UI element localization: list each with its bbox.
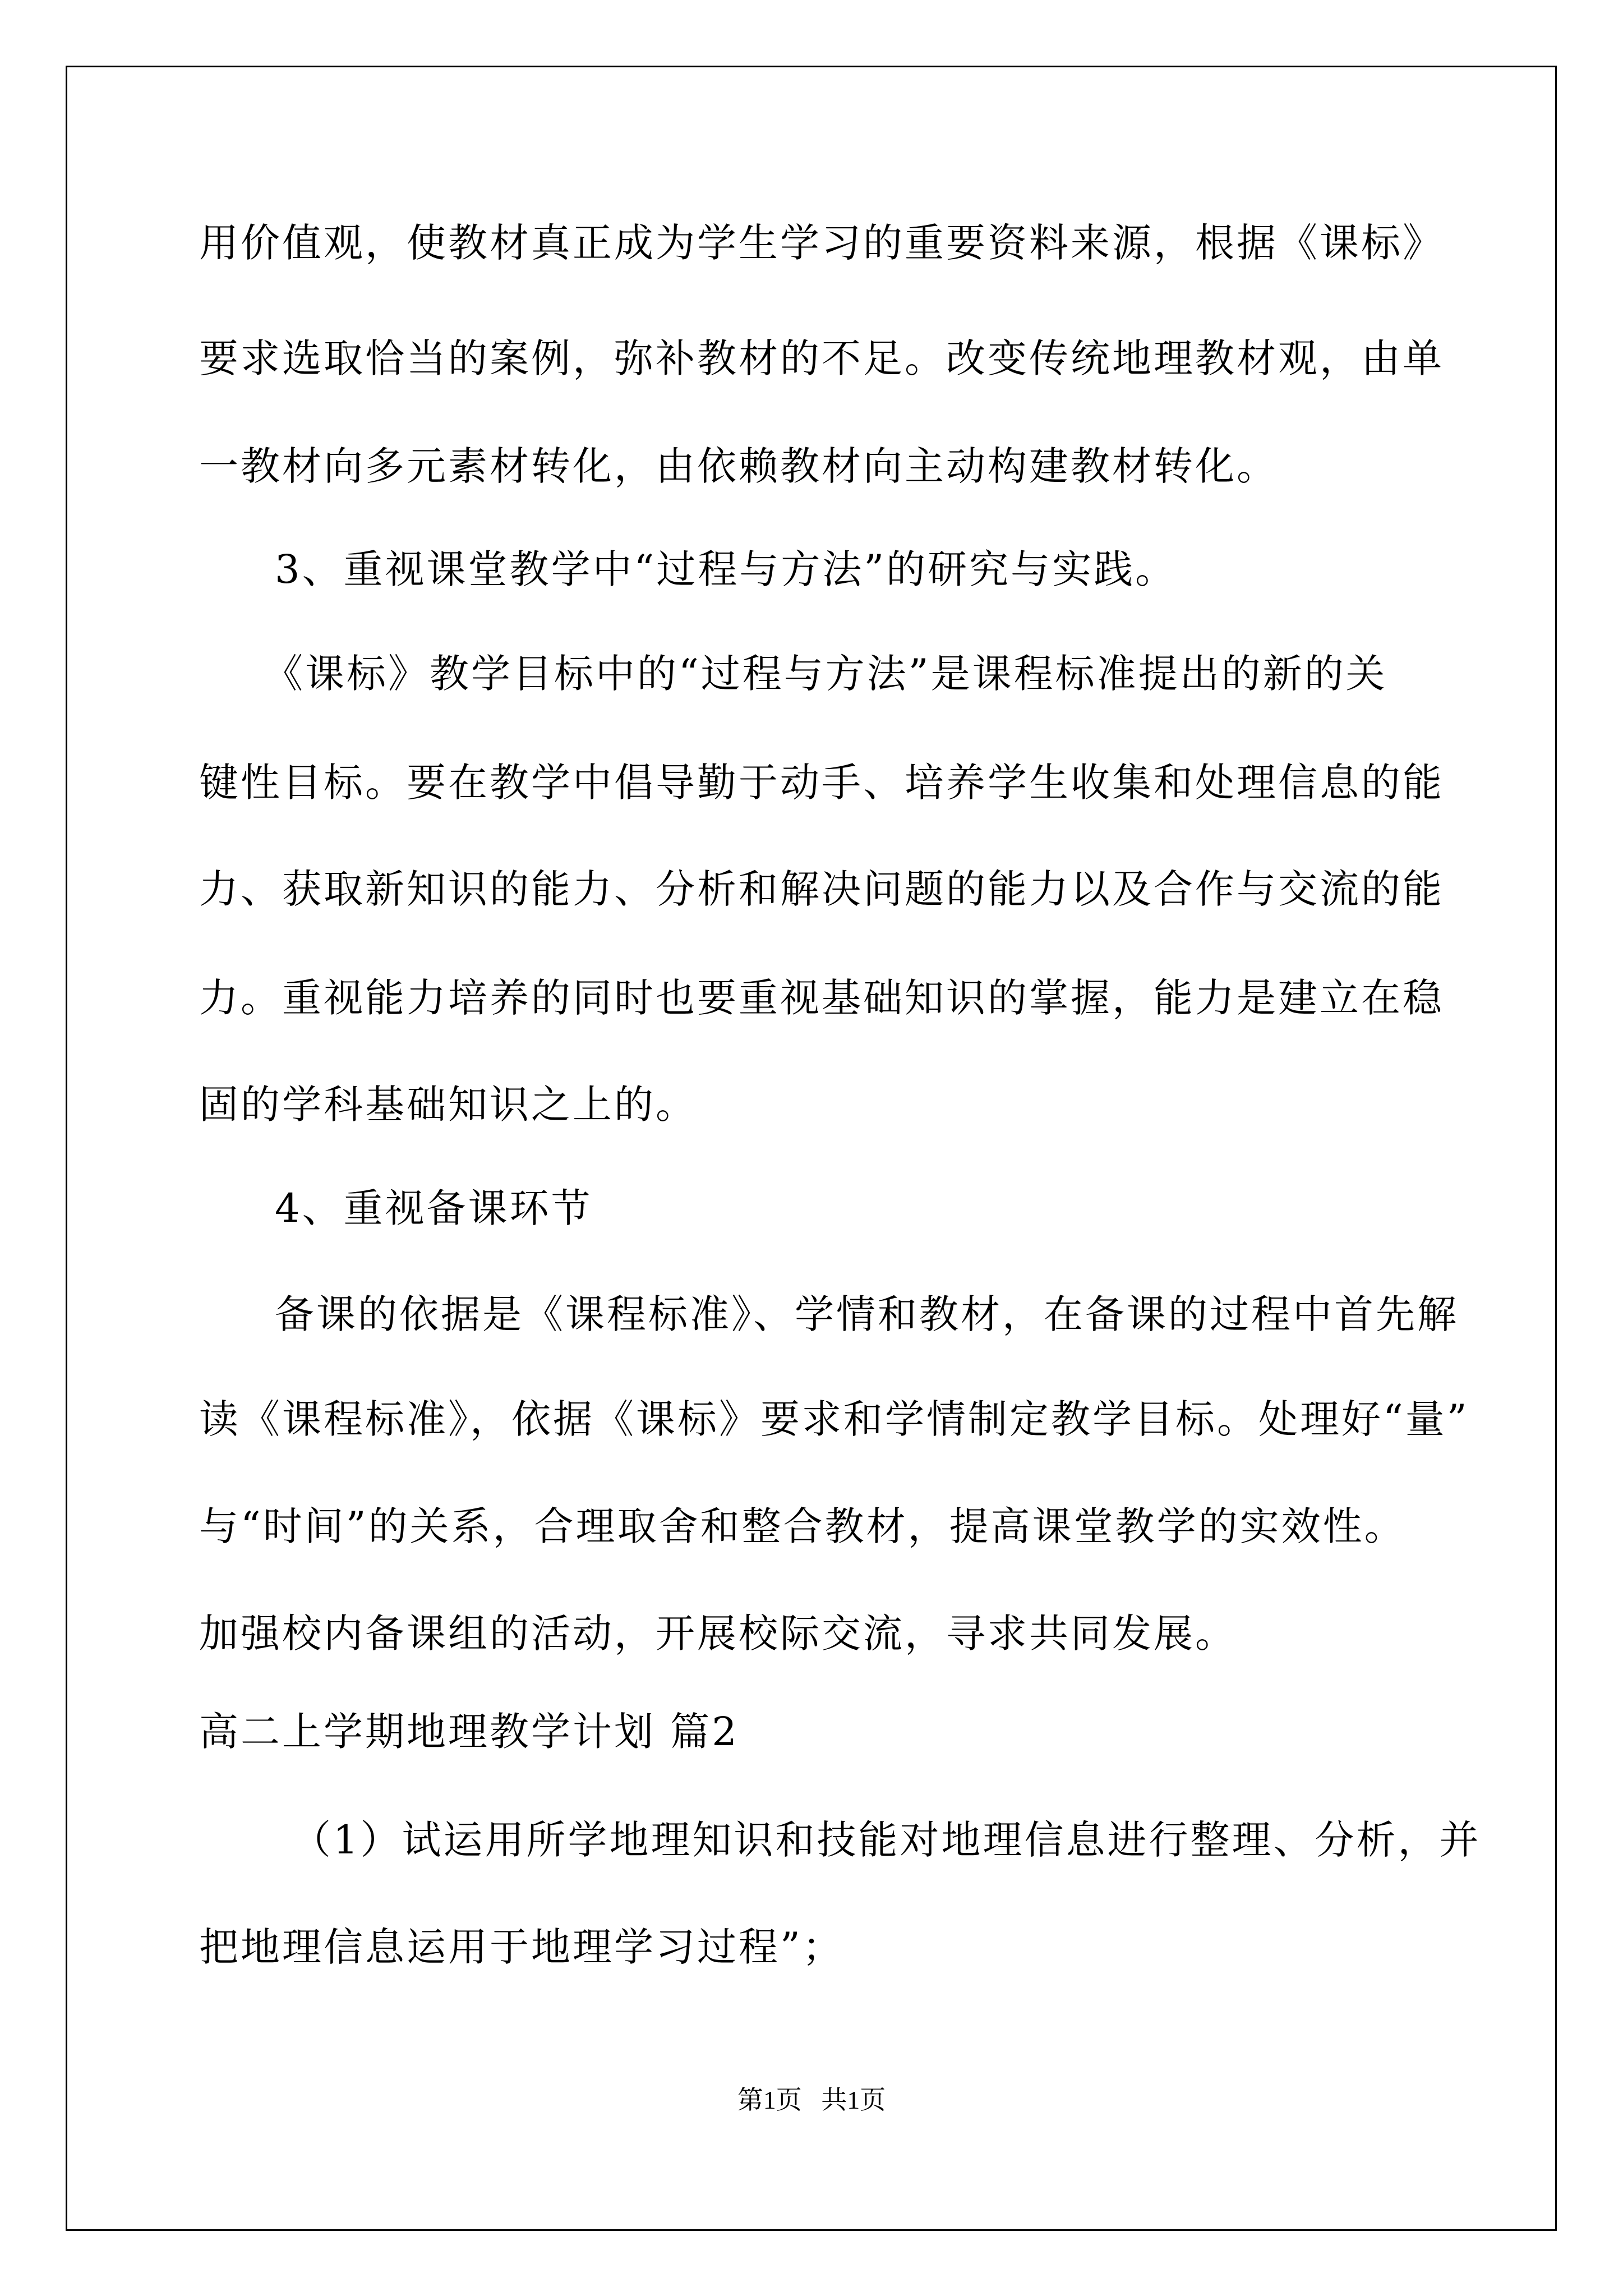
paragraph-line: 要求选取恰当的案例，弥补教材的不足。改变传统地理教材观，由单: [199, 335, 1444, 381]
paragraph-line: 备课的依据是《课程标准》、学情和教材，在备课的过程中首先解: [275, 1291, 1459, 1337]
paragraph-line: 加强校内备课组的活动，开展校际交流，寻求共同发展。: [199, 1611, 1237, 1657]
page-border: [66, 66, 1557, 2231]
section-heading-4: 4、重视备课环节: [275, 1185, 593, 1231]
paragraph-line: （1）试运用所学地理知识和技能对地理信息进行整理、分析，并: [292, 1817, 1481, 1863]
paragraph-line: 固的学科基础知识之上的。: [199, 1082, 697, 1128]
article-title: 高二上学期地理教学计划 篇2: [199, 1709, 739, 1755]
paragraph-line: 键性目标。要在教学中倡导勤于动手、培养学生收集和处理信息的能: [199, 760, 1444, 806]
page-footer: [0, 2083, 1623, 2117]
paragraph-line: 把地理信息运用于地理学习过程”；: [199, 1924, 844, 1970]
paragraph-line: 力。重视能力培养的同时也要重视基础知识的掌握，能力是建立在稳: [199, 975, 1444, 1021]
paragraph-line: 读《课程标准》，依据《课标》要求和学情制定教学目标。处理好“量”: [199, 1396, 1469, 1442]
paragraph-line: 与“时间”的关系，合理取舍和整合教材，提高课堂教学的实效性。: [199, 1503, 1406, 1549]
paragraph-line: 一教材向多元素材转化，由依赖教材向主动构建教材转化。: [199, 443, 1278, 489]
paragraph-line: 力、获取新知识的能力、分析和解决问题的能力以及合作与交流的能: [199, 866, 1444, 912]
page-number-label: 第1页 共1页: [737, 2086, 886, 2114]
paragraph-line: 《课标》教学目标中的“过程与方法”是课程标准提出的新的关: [264, 651, 1387, 697]
paragraph-line: 用价值观，使教材真正成为学生学习的重要资料来源，根据《课标》: [199, 220, 1444, 266]
section-heading-3: 3、重视课堂教学中“过程与方法”的研究与实践。: [275, 546, 1177, 592]
